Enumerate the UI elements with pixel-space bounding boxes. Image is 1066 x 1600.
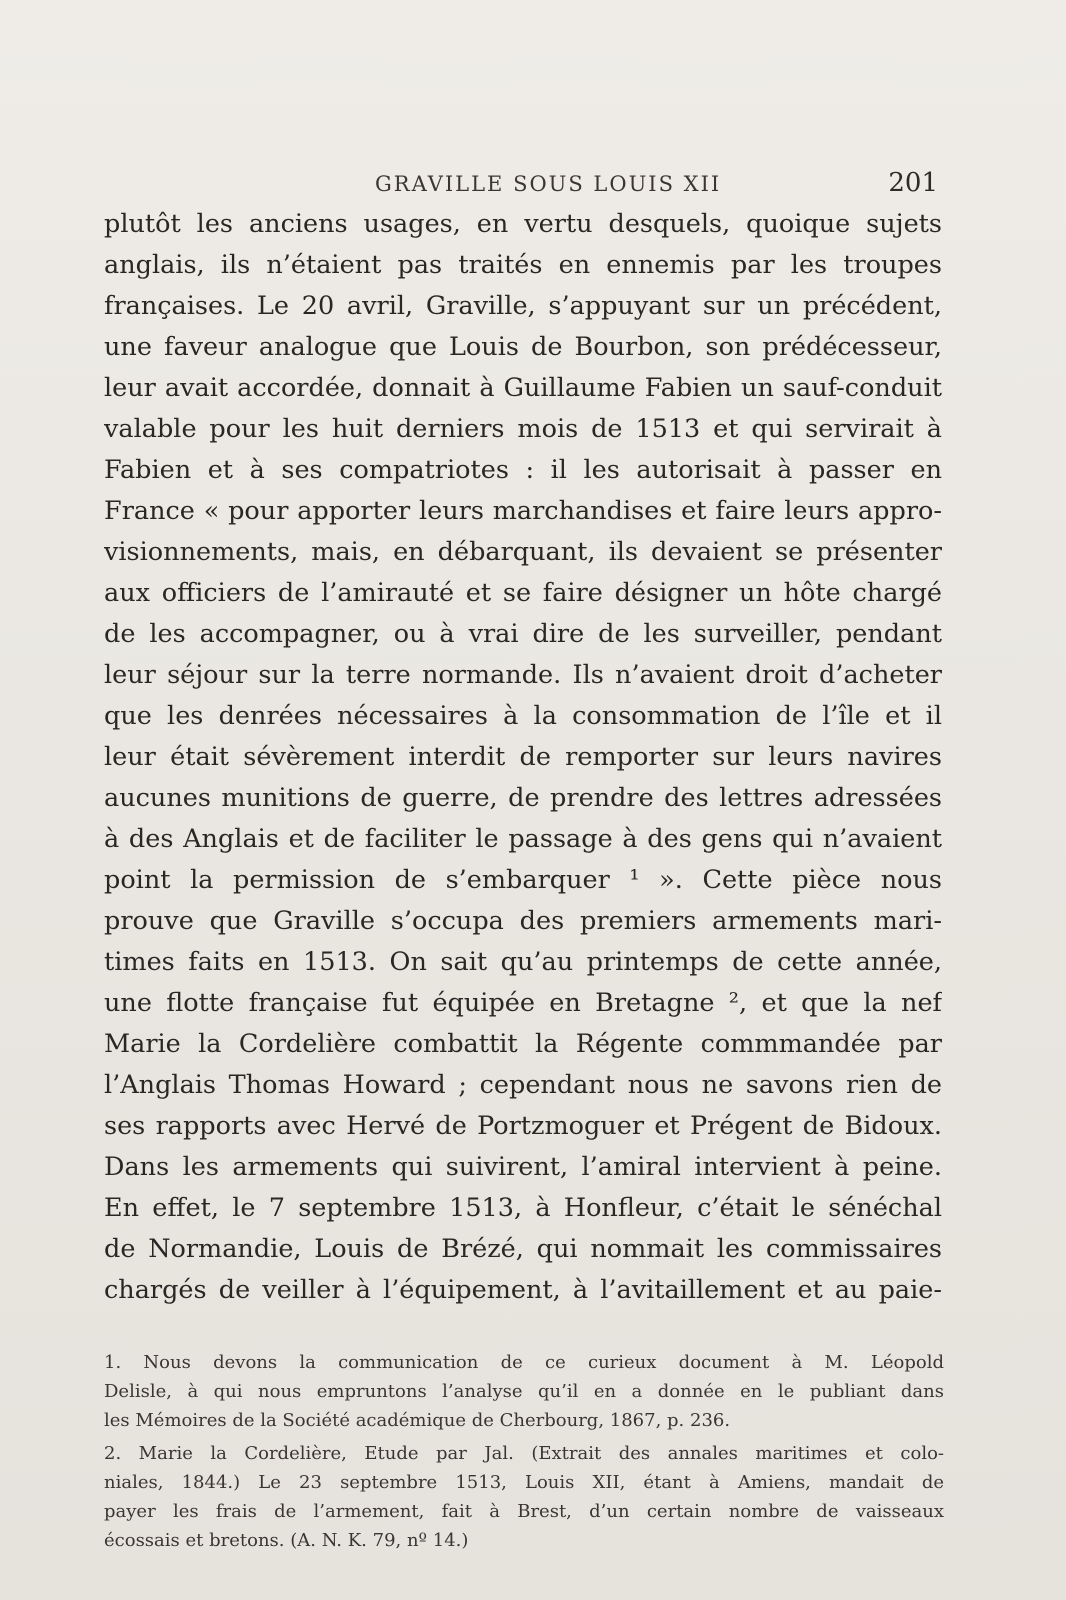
footnote-1 <box>104 1348 944 1435</box>
body-line: leur séjour sur la terre normande. Ils n’avaient droit d’acheter <box>104 660 942 690</box>
body-line: Fabien et à ses compatriotes : il les autorisait à passer en <box>104 455 942 485</box>
body-line: aucunes munitions de guerre, de prendre des lettres adressées <box>104 783 942 813</box>
page-number: 201 <box>888 168 938 198</box>
body-line: de Normandie, Louis de Brézé, qui nommait les commissaires <box>104 1234 942 1264</box>
body-line: leur était sévèrement interdit de remporter sur leurs navires <box>104 742 942 772</box>
body-line: une faveur analogue que Louis de Bourbon, son prédécesseur, <box>104 332 942 362</box>
running-head <box>100 168 940 198</box>
body-line: Marie la Cordelière combattit la Régente commmandée par <box>104 1029 942 1059</box>
footnote-line: payer les frais de l’armement, fait à Brest, d’un certain nombre de vaisseaux <box>104 1501 944 1522</box>
footnote-line: les Mémoires de la Société académique de Cherbourg, 1867, p. 236. <box>104 1410 731 1431</box>
body-line: times faits en 1513. On sait qu’au printemps de cette année, <box>104 947 942 977</box>
body-line: de les accompagner, ou à vrai dire de les surveiller, pendant <box>104 619 942 649</box>
body-line: françaises. Le 20 avril, Graville, s’appuyant sur un précédent, <box>104 291 942 321</box>
footnote-line: écossais et bretons. (A. N. K. 79, nº 14.) <box>104 1530 469 1551</box>
body-line: que les denrées nécessaires à la consommation de l’île et il <box>104 701 942 731</box>
body-text <box>104 204 942 1311</box>
body-line: une flotte française fut équipée en Bretagne ², et que la nef <box>104 988 942 1018</box>
body-line: En effet, le 7 septembre 1513, à Honfleur, c’était le sénéchal <box>104 1193 942 1223</box>
footnote-line: 1. Nous devons la communication de ce curieux document à M. Léopold <box>104 1352 944 1373</box>
body-line: valable pour les huit derniers mois de 1513 et qui servirait à <box>104 414 942 444</box>
body-line: l’Anglais Thomas Howard ; cependant nous ne savons rien de <box>104 1070 942 1100</box>
body-line: point la permission de s’embarquer ¹ ». Cette pièce nous <box>104 865 942 895</box>
footnotes <box>104 1348 944 1555</box>
body-line: plutôt les anciens usages, en vertu desquels, quoique sujets <box>104 209 942 239</box>
footnote-line: Delisle, à qui nous empruntons l’analyse qu’il en a donnée en le publiant dans <box>104 1381 944 1402</box>
body-line: ses rapports avec Hervé de Portzmoguer et Prégent de Bidoux. <box>104 1111 942 1141</box>
body-line: à des Anglais et de faciliter le passage à des gens qui n’avaient <box>104 824 942 854</box>
body-line: Dans les armements qui suivirent, l’amiral intervient à peine. <box>104 1152 942 1182</box>
body-line: anglais, ils n’étaient pas traités en ennemis par les troupes <box>104 250 942 280</box>
footnote-2 <box>104 1439 944 1555</box>
running-title: GRAVILLE SOUS LOUIS XII <box>375 172 722 196</box>
body-line: leur avait accordée, donnait à Guillaume Fabien un sauf-conduit <box>104 373 942 403</box>
body-line: prouve que Graville s’occupa des premiers armements mari- <box>104 906 942 936</box>
footnote-line: niales, 1844.) Le 23 septembre 1513, Louis XII, étant à Amiens, mandait de <box>104 1472 944 1493</box>
body-line: chargés de veiller à l’équipement, à l’avitaillement et au paie- <box>104 1275 942 1305</box>
body-line: France « pour apporter leurs marchandises et faire leurs appro- <box>104 496 942 526</box>
body-line: visionnements, mais, en débarquant, ils devaient se présenter <box>104 537 942 567</box>
footnote-line: 2. Marie la Cordelière, Etude par Jal. (Extrait des annales maritimes et colo- <box>104 1443 944 1464</box>
body-line: aux officiers de l’amirauté et se faire désigner un hôte chargé <box>104 578 942 608</box>
